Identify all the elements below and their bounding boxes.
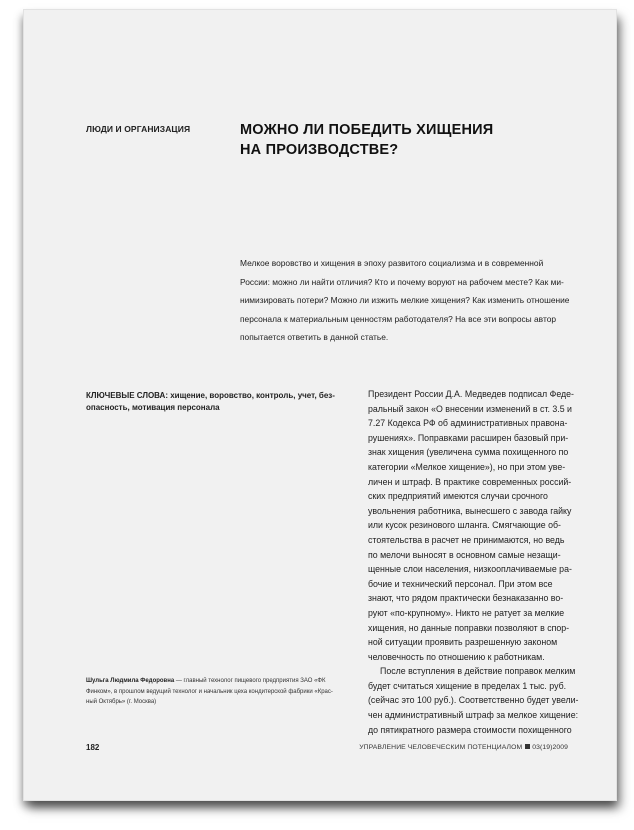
body-line: личен и штраф. В практике современных россий- <box>368 476 572 487</box>
author-line <box>86 676 356 687</box>
author-line: Финком», в прошлом ведущий технолог и начальник цеха кондитерской фабрики «Крас- <box>86 688 333 695</box>
body-line: рушениях». Поправками расширен базовый при- <box>368 432 569 443</box>
journal-footer <box>359 744 568 751</box>
body-line: руют «по-крупному». Никто не ратует за мелкие <box>368 607 565 618</box>
lead-line: России: можно ли найти отличия? Кто и почему воруют на рабочем месте? Как ми- <box>240 276 564 287</box>
body-line: хищения, но данные поправки позволяют в спор- <box>368 622 570 633</box>
keywords-line: КЛЮЧЕВЫЕ СЛОВА: хищение, воровство, контроль, учет, без- <box>86 391 335 400</box>
lead-line: попытается ответить в данной статье. <box>240 332 389 342</box>
body-line: После вступления в действие поправок мелким <box>380 666 576 677</box>
body-line: или кусок резинового шланга. Смягчающие об- <box>368 520 561 531</box>
author-role: — главный технолог пищевого предприятия ЗАО «ФК <box>174 678 326 684</box>
title-line: МОЖНО ЛИ ПОБЕДИТЬ ХИЩЕНИЯ <box>240 122 494 138</box>
lead-line: Мелкое воровство и хищения в эпоху развитого социализма и в современной <box>240 258 544 268</box>
body-line: до пятикратного размера стоимости похищенного <box>368 724 572 735</box>
body-line: будет считаться хищение в пределах 1 тыс. руб. <box>368 680 567 691</box>
body-line: ральный закон «О внесении изменений в ст. 3.5 и <box>368 403 572 414</box>
lead-paragraph <box>240 254 600 347</box>
body-line: ной ситуации проявить разрешенную законом <box>368 637 558 648</box>
keywords <box>86 390 346 414</box>
body-line: человечность по отношению к работникам. <box>368 651 545 662</box>
journal-name: УПРАВЛЕНИЕ ЧЕЛОВЕЧЕСКИМ ПОТЕНЦИАЛОМ <box>359 744 523 751</box>
body-line: увольнения работника, вынесшего с завода гайку <box>368 505 572 516</box>
body-line: знают, что рядом практически безнаказанно во- <box>368 593 564 604</box>
author-info <box>86 676 356 708</box>
section-label: ЛЮДИ И ОРГАНИЗАЦИЯ <box>86 124 191 134</box>
lead-line: персонала к материальным ценностям работодателя? На все эти вопросы автор <box>240 313 557 324</box>
magazine-page <box>24 10 616 800</box>
body-line: категории «Мелкое хищение»), но при этом уве- <box>368 461 566 472</box>
page-number: 182 <box>86 743 100 752</box>
body-line: ских предприятий имеются случаи срочного <box>368 491 548 502</box>
title-line: НА ПРОИЗВОДСТВЕ? <box>240 142 399 158</box>
square-separator-icon <box>525 744 530 749</box>
article-title <box>240 120 493 160</box>
keywords-line: опасность, мотивация персонала <box>86 403 220 412</box>
body-line: чен административный штраф за мелкое хищение: <box>368 710 579 721</box>
body-line: знак хищения (увеличена сумма похищенного по <box>368 447 569 458</box>
author-name: Шульга Людмила Федоровна <box>86 678 175 684</box>
body-line: Президент России Д.А. Медведев подписал Феде- <box>368 389 574 399</box>
journal-issue: 03(19)2009 <box>532 744 568 751</box>
body-line: 7.27 Кодекса РФ об административных правона- <box>368 418 568 429</box>
body-column <box>368 387 600 737</box>
body-line: стоятельства в расчет не принимаются, но ведь <box>368 534 565 545</box>
body-line: бочие и технический персонал. При этом все <box>368 578 553 589</box>
lead-line: нимизировать потери? Можно ли изжить мелкие хищения? Как изменить отношение <box>240 295 570 305</box>
body-line: по мелочи выносят в основном самые незащи- <box>368 549 561 560</box>
body-line: (сейчас это 100 руб.). Соответственно будет увели- <box>368 695 579 706</box>
author-line: ный Октябрь» (г. Москва) <box>86 699 157 705</box>
body-line: щенные слои населения, низкооплачиваемые ра- <box>368 564 572 575</box>
